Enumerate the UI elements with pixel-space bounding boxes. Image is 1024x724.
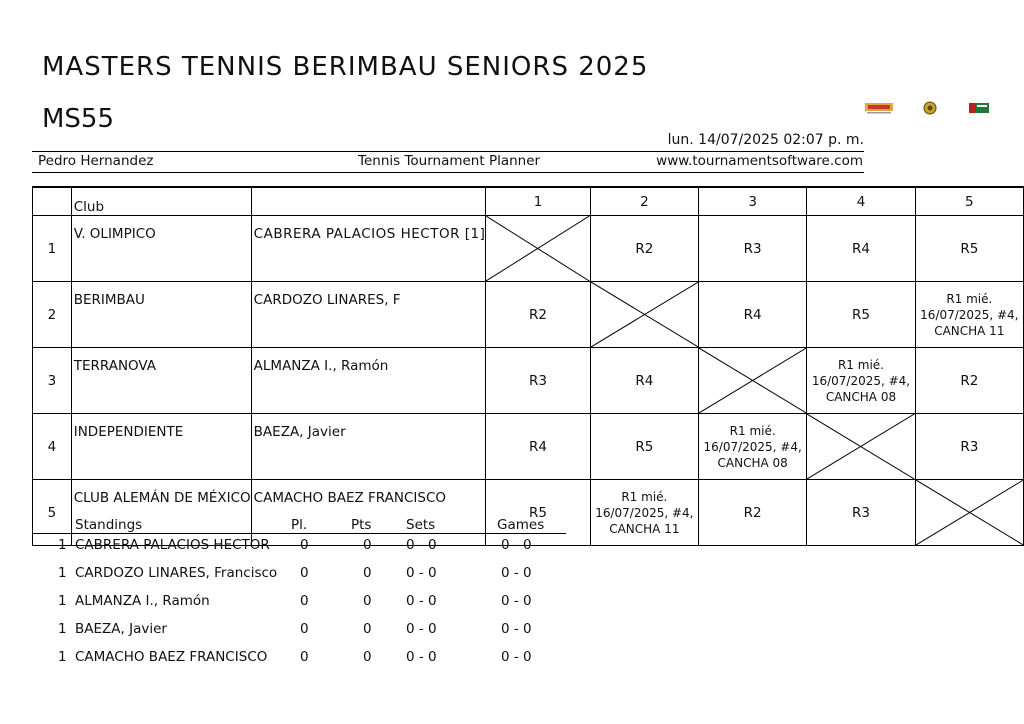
match-cell[interactable]: R2 (699, 480, 807, 546)
column-number-2: 2 (590, 187, 698, 216)
club-name: V. OLIMPICO (71, 216, 251, 282)
match-cell[interactable]: R2 (486, 282, 590, 348)
player-name[interactable]: CARDOZO LINARES, F (251, 282, 486, 348)
standing-player-name: ALMANZA I., Ramón (75, 593, 210, 609)
diagonal-cross-icon (916, 480, 1023, 545)
match-cell[interactable]: R4 (590, 348, 698, 414)
grid-row-3 (33, 348, 1024, 414)
club-name: TERRANOVA (71, 348, 251, 414)
standing-points: 0 (363, 565, 372, 581)
standing-games: 0 - 0 (501, 565, 532, 581)
flag-logo (968, 100, 990, 120)
match-cell[interactable]: R2 (590, 216, 698, 282)
tournament-title: MASTERS TENNIS BERIMBAU SENIORS 2025 (42, 52, 649, 82)
standing-played: 0 (300, 593, 309, 609)
grid-row-5 (33, 480, 1024, 546)
sets-header: Sets (406, 517, 436, 533)
software-name: Tennis Tournament Planner (358, 153, 541, 169)
diagonal-cross-icon (486, 216, 589, 281)
standing-games: 0 - 0 (501, 621, 532, 637)
round-robin-grid (32, 186, 1024, 546)
standing-player-name: CARDOZO LINARES, Francisco (75, 565, 278, 581)
match-cell[interactable]: R3 (699, 216, 807, 282)
match-cell[interactable]: R5 (590, 414, 698, 480)
diagonal-cross-icon (591, 282, 698, 347)
standing-points: 0 (363, 621, 372, 637)
standing-played: 0 (300, 621, 309, 637)
grid-row-2 (33, 282, 1024, 348)
website-link[interactable]: www.tournamentsoftware.com (656, 153, 863, 169)
print-datetime: lun. 14/07/2025 02:07 p. m. (667, 132, 864, 148)
points-header: Pts (351, 517, 372, 533)
standing-sets: 0 - 0 (406, 621, 437, 637)
standing-player-name: CAMACHO BAEZ FRANCISCO (75, 649, 268, 665)
column-number-4: 4 (807, 187, 915, 216)
match-cell[interactable]: R5 (915, 216, 1023, 282)
player-header-cell (251, 187, 486, 216)
match-cell[interactable]: R3 (486, 348, 590, 414)
standing-points: 0 (363, 593, 372, 609)
grid-row-1 (33, 216, 1024, 282)
standing-rank: 1 (58, 593, 67, 609)
self-match-cell (590, 282, 698, 348)
standing-played: 0 (300, 537, 309, 553)
organizer-name: Pedro Hernandez (38, 153, 154, 169)
standing-rank: 1 (58, 565, 67, 581)
player-name[interactable]: CABRERA PALACIOS HECTOR [1] (251, 216, 486, 282)
column-number-3: 3 (699, 187, 807, 216)
standing-rank: 1 (58, 649, 67, 665)
diagonal-cross-icon (807, 414, 914, 479)
column-number-1: 1 (486, 187, 590, 216)
column-number-5: 5 (915, 187, 1023, 216)
club-name: CLUB ALEMÁN DE MÉXICO (71, 480, 251, 546)
seed-number: 1 (33, 216, 72, 282)
self-match-cell (915, 480, 1023, 546)
standing-sets: 0 - 0 (406, 537, 437, 553)
standings-header-rule (32, 533, 566, 534)
standing-sets: 0 - 0 (406, 593, 437, 609)
round-emblem-logo (922, 100, 938, 120)
match-cell[interactable]: R4 (699, 282, 807, 348)
scheduled-match-cell[interactable]: R1 mié. 16/07/2025, #4, CANCHA 08 (807, 348, 915, 414)
standing-points: 0 (363, 537, 372, 553)
standings-header: Standings (75, 517, 143, 533)
club-header: Club (71, 187, 251, 216)
seed-number: 5 (33, 480, 72, 546)
standing-rank: 1 (58, 621, 67, 637)
grid-row-4 (33, 414, 1024, 480)
event-name: MS55 (42, 104, 115, 134)
standing-player-name: CABRERA PALACIOS HECTOR (75, 537, 270, 553)
self-match-cell (486, 216, 590, 282)
standing-games: 0 - 0 (501, 593, 532, 609)
diagonal-cross-icon (699, 348, 806, 413)
scheduled-match-cell[interactable]: R1 mié. 16/07/2025, #4, CANCHA 11 (590, 480, 698, 546)
seed-header-cell (33, 187, 72, 216)
seed-number: 3 (33, 348, 72, 414)
standing-player-name: BAEZA, Javier (75, 621, 167, 637)
match-cell[interactable]: R5 (486, 480, 590, 546)
standing-sets: 0 - 0 (406, 565, 437, 581)
standing-points: 0 (363, 649, 372, 665)
seed-number: 4 (33, 414, 72, 480)
standing-played: 0 (300, 565, 309, 581)
match-cell[interactable]: R2 (915, 348, 1023, 414)
grid-header-row (33, 187, 1024, 216)
self-match-cell (807, 414, 915, 480)
self-match-cell (699, 348, 807, 414)
standing-games: 0 - 0 (501, 537, 532, 553)
standing-rank: 1 (58, 537, 67, 553)
club-name: BERIMBAU (71, 282, 251, 348)
standing-played: 0 (300, 649, 309, 665)
berimbau-logo (864, 100, 894, 120)
header-top-rule (32, 151, 864, 152)
standing-sets: 0 - 0 (406, 649, 437, 665)
played-header: Pl. (291, 517, 308, 533)
scheduled-match-cell[interactable]: R1 mié. 16/07/2025, #4, CANCHA 11 (915, 282, 1023, 348)
match-cell[interactable]: R4 (807, 216, 915, 282)
match-cell[interactable]: R3 (915, 414, 1023, 480)
match-cell[interactable]: R3 (807, 480, 915, 546)
match-cell[interactable]: R5 (807, 282, 915, 348)
games-header: Games (497, 517, 545, 533)
club-name: INDEPENDIENTE (71, 414, 251, 480)
scheduled-match-cell[interactable]: R1 mié. 16/07/2025, #4, CANCHA 08 (699, 414, 807, 480)
match-cell[interactable]: R4 (486, 414, 590, 480)
player-name[interactable]: ALMANZA I., Ramón (251, 348, 486, 414)
player-name[interactable]: BAEZA, Javier (251, 414, 486, 480)
seed-number: 2 (33, 282, 72, 348)
header-bottom-rule (32, 172, 864, 173)
player-name[interactable]: CAMACHO BAEZ FRANCISCO (251, 480, 486, 546)
standing-games: 0 - 0 (501, 649, 532, 665)
